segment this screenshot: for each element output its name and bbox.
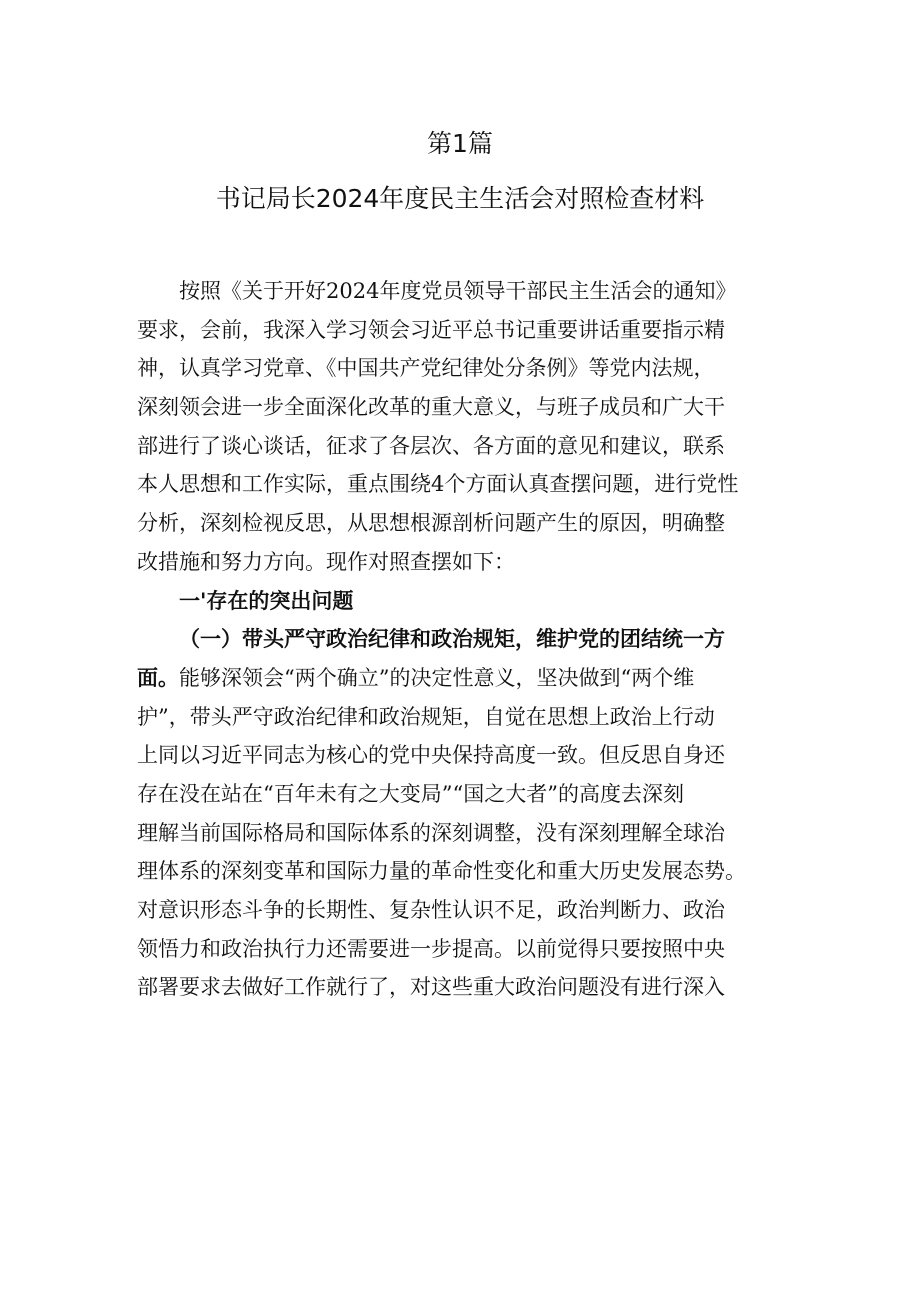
document-number: 第1篇 <box>427 129 493 158</box>
body-line: 上同以习近平同志为核心的党中央保持高度一致。但反思自身还 <box>137 743 725 768</box>
document-body <box>137 272 799 1007</box>
intro-line: 按照《关于开好2024年度党员领导干部民主生活会的通知》 <box>179 279 737 303</box>
body-line: 领悟力和政治执行力还需要进一步提高。以前觉得只要按照中央 <box>137 936 725 961</box>
intro-line: 深刻领会进一步全面深化改革的重大意义，与班子成员和广大干 <box>137 395 725 420</box>
intro-line: 分析，深刻检视反思，从思想根源剖析问题产生的原因，明确整 <box>137 511 725 536</box>
section-heading: 一'存在的突出问题 <box>179 587 354 613</box>
subsection-heading: （一）带头严守政治纪律和政治规矩，维护党的团结统一方 <box>179 626 725 652</box>
body-line: 理体系的深刻变革和国际力量的革命性变化和重大历史发展态势。 <box>137 859 746 884</box>
subsection-text: 能够深领会“两个确立”的决定性意义，坚决做到“两个维 <box>179 665 695 690</box>
subsection-line <box>137 659 799 698</box>
body-line: 对意识形态斗争的长期性、复杂性认识不足，政治判断力、政治 <box>137 898 725 922</box>
subsection-heading-end: 面。 <box>137 664 179 690</box>
intro-line: 改措施和努力方向。现作对照查摆如下： <box>137 549 515 574</box>
intro-line: 本人思想和工作实际，重点围绕4个方面认真查摆问题，进行党性 <box>137 472 739 497</box>
intro-line: 要求，会前，我深入学习领会习近平总书记重要讲话重要指示精 <box>137 317 725 342</box>
document-title: 书记局长2024年度民主生活会对照检查材料 <box>215 184 705 213</box>
body-line: 护”，带头严守政治纪律和政治规矩，自觉在思想上政治上行动 <box>137 704 715 729</box>
intro-line: 神，认真学习党章、《中国共产党纪律处分条例》等党内法规， <box>137 356 715 381</box>
body-line: 存在没在站在“百年未有之大变局”“国之大者”的高度去深刻 <box>137 781 684 806</box>
intro-line: 部进行了谈心谈话，征求了各层次、各方面的意见和建议，联系 <box>137 433 725 458</box>
body-line: 理解当前国际格局和国际体系的深刻调整，没有深刻理解全球治 <box>137 820 725 845</box>
body-line: 部署要求去做好工作就行了，对这些重大政治问题没有进行深入 <box>137 975 725 1000</box>
